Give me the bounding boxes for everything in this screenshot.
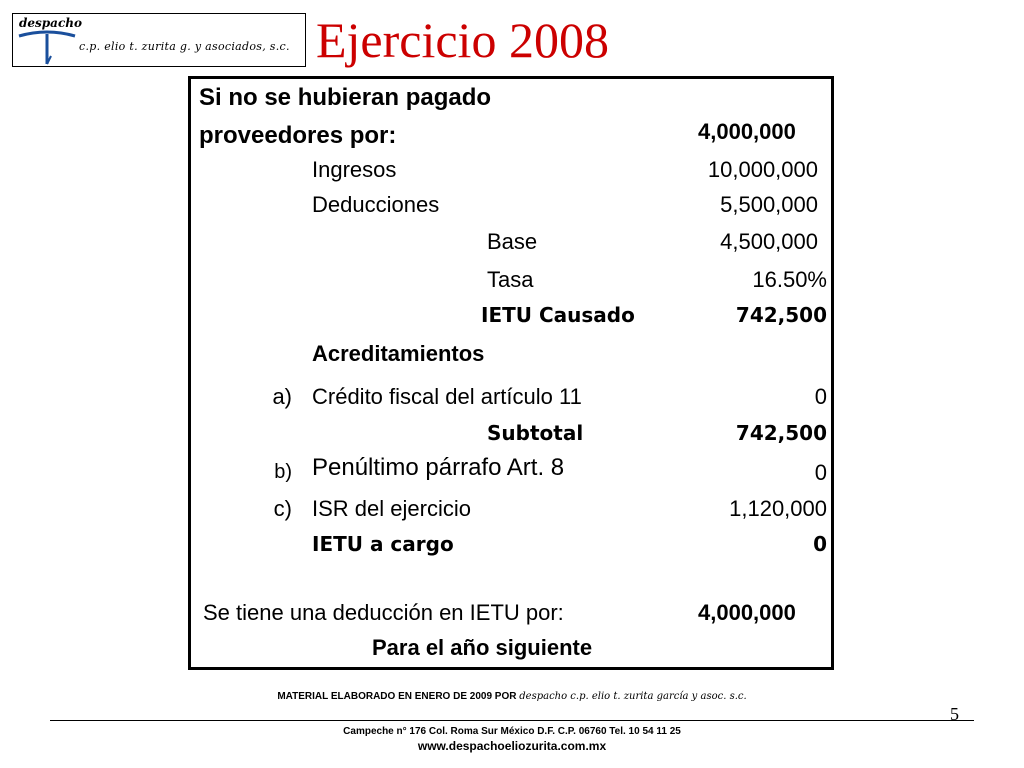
siguiente-text: Para el año siguiente [372,635,593,660]
ietu-causado-label: IETU Causado [481,303,635,327]
deducciones-value: 5,500,000 [720,192,818,217]
subtotal-label: Subtotal [487,421,584,445]
penultimo-label: Penúltimo párrafo Art. 8 [312,454,565,481]
base-value: 4,500,000 [720,229,818,254]
isr-marker: c) [273,496,292,521]
isr-value: 1,120,000 [729,496,827,521]
heading-amount: 4,000,000 [698,119,796,144]
deducciones-label: Deducciones [312,192,440,217]
penultimo-marker: b) [274,461,292,483]
page-number: 5 [950,704,959,724]
tasa-value: 16.50% [752,267,827,292]
slide-title: Ejercicio 2008 [316,12,609,68]
heading-line-2: proveedores por: [199,122,397,148]
penultimo-value: 0 [814,460,827,485]
footer-material [0,691,1024,702]
deduccion-amount: 4,000,000 [698,600,796,625]
footer-material-firm: despacho c.p. elio t. zurita garcía y asoc. s.c. [519,691,747,702]
firm-logo [12,13,306,67]
footer-divider [50,720,974,721]
deduccion-text: Se tiene una deducción en IETU por: [203,600,564,625]
logo-brand-text: despacho [19,16,82,30]
logo-firm-text: c.p. elio t. zurita g. y asociados, s.c. [79,40,290,53]
ietu-cargo-value: 0 [813,532,827,556]
footer-website: www.despachoeliozurita.com.mx [417,739,607,753]
footer-material-text: MATERIAL ELABORADO EN ENERO DE 2009 POR [277,691,517,702]
credito-marker: a) [272,384,292,409]
tasa-label: Tasa [487,267,534,292]
acreditamientos-label: Acreditamientos [312,341,485,366]
heading-line-1: Si no se hubieran pagado [199,84,492,111]
base-label: Base [487,229,538,254]
ietu-cargo-label: IETU a cargo [312,532,454,556]
footer-address: Campeche n° 176 Col. Roma Sur México D.F. C.P. 06760 Tel. 10 54 11 25 [343,726,681,737]
credito-label: Crédito fiscal del artículo 11 [312,384,582,409]
subtotal-value: 742,500 [735,421,827,445]
isr-label: ISR del ejercicio [312,496,471,521]
ietu-causado-value: 742,500 [735,303,827,327]
heading-line-2-clip [199,116,396,148]
credito-value: 0 [814,384,827,409]
ingresos-label: Ingresos [312,157,397,182]
ingresos-value: 10,000,000 [707,157,818,182]
logo-mark-icon [17,28,77,66]
